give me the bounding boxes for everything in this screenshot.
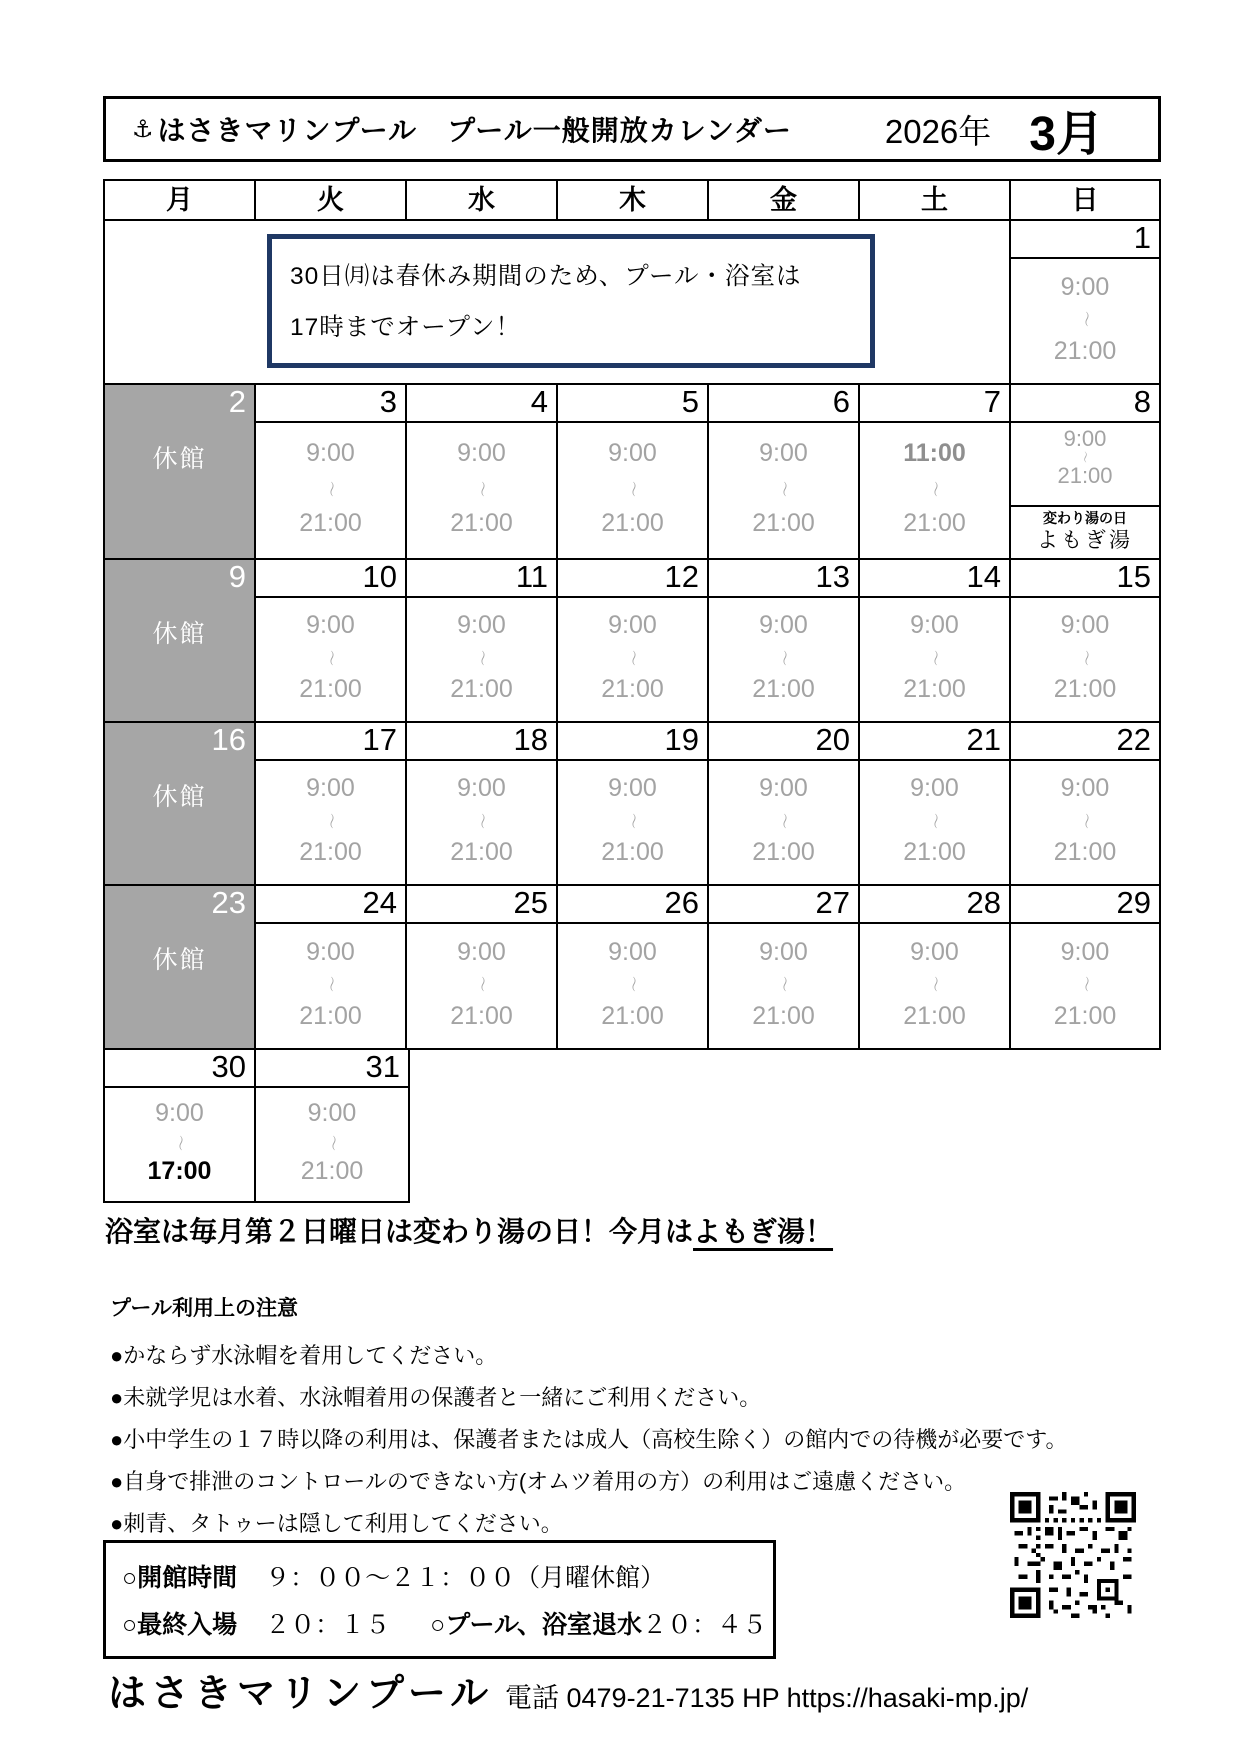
close-time: 21:00 [601, 508, 664, 537]
open-time: 9:00 [457, 611, 506, 640]
tilde-separator: 〜 [473, 812, 491, 829]
day-cell-6 [709, 385, 860, 558]
open-hours [709, 598, 858, 721]
close-time: 21:00 [299, 1001, 362, 1030]
open-time: 9:00 [457, 439, 506, 468]
date-number: 8 [1011, 385, 1159, 423]
closed-label: 休館 [152, 946, 207, 974]
date-number: 26 [558, 886, 707, 924]
weekday-sat: 土 [860, 181, 1011, 219]
open-time: 9:00 [457, 937, 506, 966]
day-cell-5 [558, 385, 709, 558]
day-cell-20 [709, 723, 860, 884]
day-cell-2-closed [105, 385, 256, 558]
close-time: 21:00 [903, 508, 966, 537]
contact-info: 電話 0479-21-7135 HP https://hasaki-mp.jp/ [505, 1683, 1029, 1713]
monthly-special-bath-note [105, 1210, 833, 1250]
tilde-separator: 〜 [1076, 975, 1094, 993]
date-number: 25 [407, 886, 556, 924]
day-cell-24 [256, 886, 407, 1048]
date-number: 16 [211, 722, 246, 757]
open-hours [860, 924, 1009, 1048]
tilde-separator: 〜 [473, 480, 491, 497]
day-cell-31 [256, 1050, 408, 1201]
open-hours [407, 423, 556, 558]
date-number: 17 [256, 723, 405, 761]
facility-name: はさきマリンプール [157, 115, 418, 146]
date-number: 5 [558, 385, 707, 423]
special-bath-note [1011, 505, 1159, 558]
spring-break-notice-box [267, 234, 875, 368]
day-cell-18 [407, 723, 558, 884]
date-number: 12 [558, 560, 707, 598]
open-hours [558, 924, 707, 1048]
open-time: 9:00 [306, 937, 355, 966]
date-number: 31 [256, 1050, 408, 1088]
rules-heading: プール利用上の注意 [110, 1297, 298, 1320]
day-cell-3 [256, 385, 407, 558]
day-cell-21 [860, 723, 1011, 884]
open-hours [860, 423, 1009, 558]
open-hours [256, 423, 405, 558]
tilde-separator: 〜 [1076, 649, 1094, 666]
date-number: 15 [1011, 560, 1159, 598]
tilde-separator: 〜 [926, 480, 944, 497]
date-number: 22 [1011, 723, 1159, 761]
close-time: 21:00 [752, 674, 815, 703]
date-number: 30 [105, 1050, 254, 1088]
open-hours [256, 924, 405, 1048]
title-box [103, 96, 1161, 162]
opening-hours-value: ９：００～２１：００（月曜休館） [265, 1564, 666, 1592]
date-number: 28 [860, 886, 1009, 924]
tilde-separator: 〜 [1077, 450, 1092, 464]
day-cell-9-closed [105, 560, 256, 721]
open-hours [709, 423, 858, 558]
open-time: 9:00 [1060, 937, 1110, 966]
day-cell-7 [860, 385, 1011, 558]
close-time: 21:00 [1053, 674, 1117, 703]
open-hours [709, 761, 858, 884]
close-time: 21:00 [903, 837, 966, 866]
close-time: 21:00 [752, 1001, 815, 1030]
day-cell-22 [1011, 723, 1159, 884]
hours-info-box [103, 1540, 776, 1659]
weekday-sun: 日 [1071, 185, 1099, 215]
open-hours [860, 598, 1009, 721]
day-cell-15 [1011, 560, 1159, 721]
bath-note-prefix: 浴室は毎月第２日曜日は変わり湯の日！今月は [105, 1216, 694, 1247]
tilde-separator: 〜 [926, 975, 944, 993]
date-number: 20 [709, 723, 858, 761]
day-cell-28 [860, 886, 1011, 1048]
open-time: 9:00 [759, 774, 808, 803]
day-cell-13 [709, 560, 860, 721]
close-time: 21:00 [299, 674, 362, 703]
date-number: 29 [1011, 886, 1159, 924]
day-cell-1 [1011, 221, 1159, 383]
rule-item: ●かならず水泳帽を着用してください。 [110, 1343, 498, 1368]
close-time: 21:00 [450, 837, 513, 866]
close-time: 21:00 [601, 837, 664, 866]
close-time: 21:00 [903, 1001, 966, 1030]
open-time: 9:00 [910, 774, 959, 803]
tilde-separator: 〜 [171, 1134, 189, 1151]
open-time: 9:00 [608, 937, 657, 966]
open-time: 9:00 [759, 937, 808, 966]
qr-code [1010, 1492, 1136, 1618]
close-time: 21:00 [601, 1001, 664, 1030]
tilde-separator: 〜 [775, 480, 793, 497]
page-title: プール一般開放カレンダー [447, 115, 792, 146]
calendar-week-6 [103, 1050, 410, 1203]
open-hours [558, 598, 707, 721]
date-number: 19 [558, 723, 707, 761]
weekday-thu: 木 [558, 181, 709, 219]
month-label: 3月 [1029, 107, 1104, 161]
rule-item: ●刺青、タトゥーは隠して利用してください。 [110, 1511, 563, 1536]
weekday-wed: 水 [407, 181, 558, 219]
open-time: 9:00 [910, 611, 959, 640]
open-time: 9:00 [759, 611, 808, 640]
close-time-early: 17:00 [147, 1157, 212, 1186]
open-hours [1011, 761, 1159, 884]
notice-line-2: 17時までオープン！ [290, 314, 522, 341]
open-time: 9:00 [306, 774, 355, 803]
close-time: 21:00 [300, 1157, 364, 1186]
date-number: 18 [407, 723, 556, 761]
date-number: 21 [860, 723, 1009, 761]
pool-rules-section [110, 1292, 1068, 1545]
open-time: 9:00 [759, 439, 808, 468]
tilde-separator: 〜 [323, 1134, 341, 1151]
close-time: 21:00 [752, 837, 815, 866]
tilde-separator: 〜 [322, 812, 340, 829]
open-time: 9:00 [1063, 426, 1107, 451]
calendar-week-5 [103, 886, 1161, 1050]
day-cell-8 [1011, 385, 1159, 558]
open-time: 9:00 [155, 1098, 204, 1127]
open-time: 9:00 [1060, 611, 1110, 640]
open-time: 9:00 [608, 439, 657, 468]
close-time: 21:00 [1053, 1001, 1117, 1030]
open-time: 9:00 [307, 1098, 357, 1127]
closed-label: 休館 [152, 783, 207, 811]
tilde-separator: 〜 [624, 480, 642, 497]
date-number: 13 [709, 560, 858, 598]
date-number: 24 [256, 886, 405, 924]
tilde-separator: 〜 [1076, 812, 1094, 829]
open-hours [105, 1088, 254, 1201]
tilde-separator: 〜 [775, 812, 793, 829]
tilde-separator: 〜 [624, 975, 642, 993]
day-cell-30 [105, 1050, 256, 1201]
day-cell-29 [1011, 886, 1159, 1048]
date-number: 7 [860, 385, 1009, 423]
closed-label: 休館 [152, 620, 207, 648]
close-time: 21:00 [903, 674, 966, 703]
open-hours [709, 924, 858, 1048]
close-time: 21:00 [450, 674, 513, 703]
tilde-separator: 〜 [473, 975, 491, 993]
day-cell-10 [256, 560, 407, 721]
day-cell-11 [407, 560, 558, 721]
rule-item: ●小中学生の１７時以降の利用は、保護者または成人（高校生除く）の館内での待機が必要です。 [110, 1427, 1068, 1452]
open-hours [860, 761, 1009, 884]
date-number: 4 [407, 385, 556, 423]
pool-exit-value: ２０：４５ [641, 1611, 767, 1639]
open-hours [1011, 259, 1159, 383]
day-cell-19 [558, 723, 709, 884]
opening-hours-label: ○開館時間 [122, 1564, 238, 1592]
open-hours [407, 761, 556, 884]
close-time: 21:00 [299, 837, 362, 866]
date-number: 14 [860, 560, 1009, 598]
facility-logo: はさきマリンプール [108, 1673, 494, 1715]
day-cell-27 [709, 886, 860, 1048]
open-hours [256, 598, 405, 721]
tilde-separator: 〜 [322, 649, 340, 666]
tilde-separator: 〜 [322, 975, 340, 993]
open-time: 9:00 [1060, 774, 1110, 803]
date-number: 6 [709, 385, 858, 423]
day-cell-4 [407, 385, 558, 558]
day-cell-26 [558, 886, 709, 1048]
open-hours [407, 598, 556, 721]
open-hours [1011, 598, 1159, 721]
special-bath-value: よもぎ湯 [1037, 529, 1133, 552]
last-entry-label: ○最終入場 [122, 1611, 238, 1639]
calendar-week-3 [103, 560, 1161, 723]
weekday-header-row [103, 179, 1161, 221]
calendar-week-2 [103, 385, 1161, 560]
date-number: 27 [709, 886, 858, 924]
tilde-separator: 〜 [1076, 310, 1094, 328]
day-cell-23-closed [105, 886, 256, 1048]
tilde-separator: 〜 [473, 649, 491, 666]
open-hours [558, 761, 707, 884]
day-cell-12 [558, 560, 709, 721]
last-entry-line [122, 1605, 767, 1641]
open-time: 9:00 [608, 774, 657, 803]
closed-label: 休館 [152, 445, 207, 473]
tilde-separator: 〜 [775, 975, 793, 993]
tilde-separator: 〜 [624, 649, 642, 666]
open-hours [1011, 924, 1159, 1048]
close-time: 21:00 [1053, 837, 1117, 866]
day-cell-16-closed [105, 723, 256, 884]
day-cell-17 [256, 723, 407, 884]
close-time: 21:00 [1057, 463, 1113, 488]
open-hours [256, 761, 405, 884]
open-time: 9:00 [457, 774, 506, 803]
close-time: 21:00 [450, 508, 513, 537]
special-bath-label: 変わり湯の日 [1043, 510, 1127, 526]
date-number: 10 [256, 560, 405, 598]
open-hours [407, 924, 556, 1048]
year-label: 2026年 [884, 112, 992, 150]
close-time: 21:00 [601, 674, 664, 703]
date-number: 23 [211, 885, 246, 920]
open-time: 9:00 [910, 937, 959, 966]
open-time-late: 11:00 [903, 439, 966, 468]
open-time: 9:00 [306, 611, 355, 640]
notice-line-1: 30日㈪は春休み期間のため、プール・浴室は [290, 263, 802, 290]
tilde-separator: 〜 [775, 649, 793, 666]
date-number: 1 [1011, 221, 1159, 259]
open-time: 9:00 [608, 611, 657, 640]
open-hours [1011, 423, 1159, 488]
date-number: 11 [407, 560, 556, 598]
open-time: 9:00 [1060, 272, 1110, 301]
rule-item: ●未就学児は水着、水泳帽着用の保護者と一緒にご利用ください。 [110, 1385, 762, 1410]
date-number: 3 [256, 385, 405, 423]
weekday-tue: 火 [256, 181, 407, 219]
pool-exit-label: ○プール、浴室退水 [430, 1611, 642, 1639]
last-entry-value: ２０：１５ [265, 1611, 391, 1639]
opening-hours-line [122, 1558, 757, 1594]
close-time: 21:00 [1053, 336, 1117, 365]
tilde-separator: 〜 [322, 480, 340, 497]
date-number: 2 [228, 384, 246, 419]
bath-note-highlight: よもぎ湯！ [693, 1216, 834, 1247]
date-number: 9 [228, 559, 246, 594]
day-cell-25 [407, 886, 558, 1048]
close-time: 21:00 [752, 508, 815, 537]
open-hours [256, 1088, 408, 1201]
weekday-fri: 金 [709, 181, 860, 219]
tilde-separator: 〜 [926, 812, 944, 829]
tilde-separator: 〜 [624, 812, 642, 829]
open-time: 9:00 [306, 439, 355, 468]
anchor-icon: ⚓ [132, 115, 154, 143]
tilde-separator: 〜 [926, 649, 944, 666]
close-time: 21:00 [450, 1001, 513, 1030]
calendar-week-4 [103, 723, 1161, 886]
open-hours [558, 423, 707, 558]
rule-item: ●自身で排泄のコントロールのできない方(オムツ着用の方）の利用はご遠慮ください。 [110, 1469, 967, 1494]
day-cell-14 [860, 560, 1011, 721]
weekday-mon: 月 [105, 181, 256, 219]
close-time: 21:00 [299, 508, 362, 537]
